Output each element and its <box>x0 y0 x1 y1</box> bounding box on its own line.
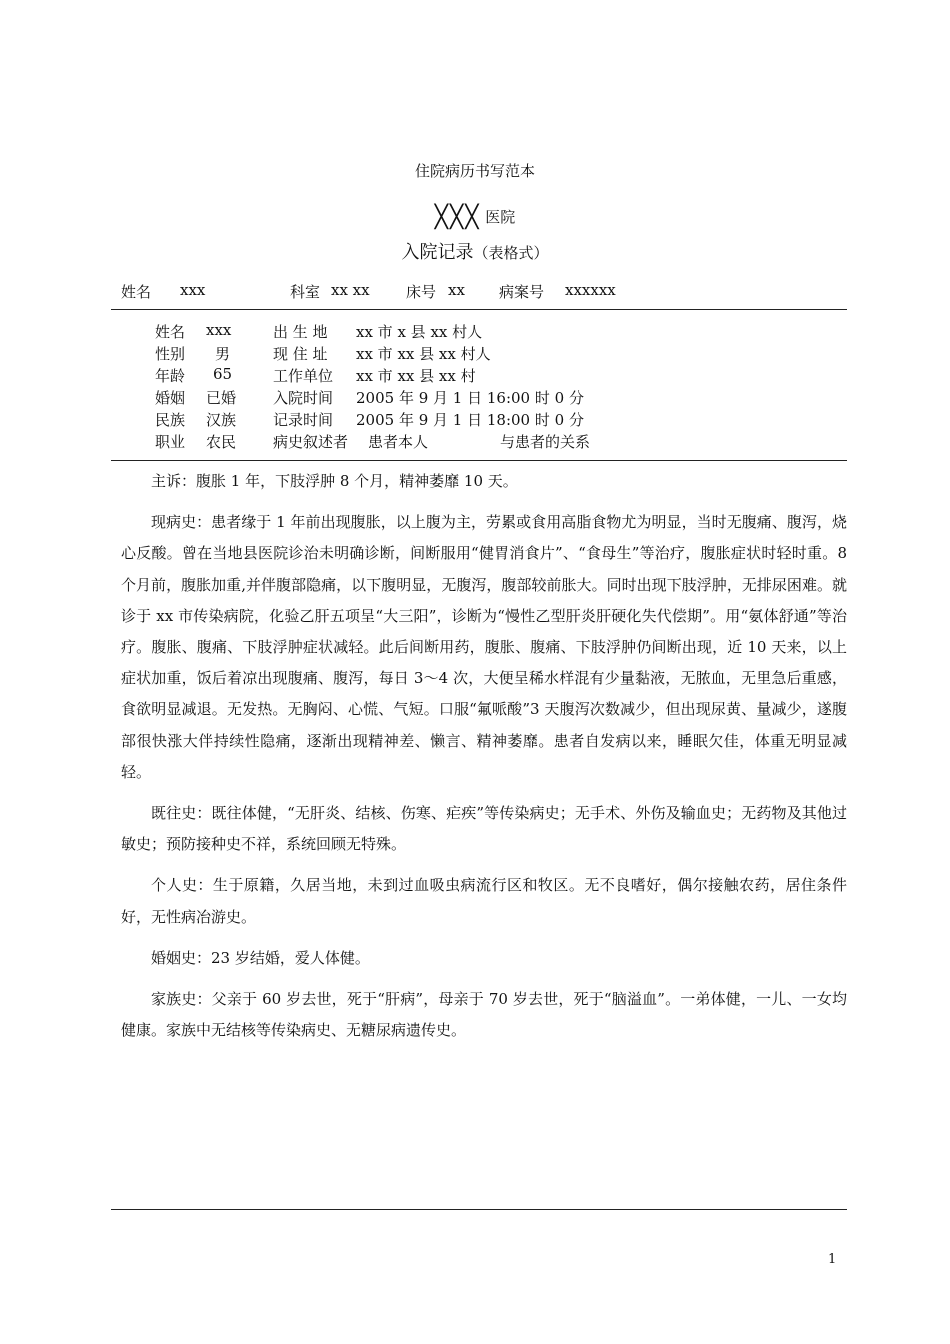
header-name-value: xxx <box>180 281 206 299</box>
patient-header-row <box>121 281 851 301</box>
top-divider <box>111 309 847 310</box>
info-ethnic-value: 汉族 <box>206 411 237 429</box>
info-row <box>155 343 715 365</box>
present-illness: 现病史：患者缘于 1 年前出现腹胀，以上腹为主，劳累或食用高脂食物尤为明显，当时无腹痛、腹泻，烧心反酸。曾在当地县医院诊治未明确诊断，间断服用“健胃消食片”、“食母生”等治疗，腹胀症状时轻时重。8 个月前，腹胀加重,并伴腹部隐痛，以下腹明显，无腹泻，腹部较前胀大。同时出现下肢浮肿，无排尿困难。就诊于 xx 市传染病院，化验乙肝五项呈“大三阳”，诊断为“慢性乙型肝炎肝硬化失代偿期”。用“氨体舒通”等治疗。腹胀、腹痛、下肢浮肿症状减轻。此后间断用药，腹胀、腹痛、下肢浮肿仍间断出现，近 10 天来，以上症状加重，饭后着凉出现腹痛、腹泻，每日 3～4 次，大便呈稀水样混有少量黏液，无脓血，无里急后重感，食欲明显减退。无发热。无胸闷、心慌、气短。口服“氟哌酸”3 天腹泻次数减少，但出现尿黄、量减少，遂腹部很快涨大伴持续性隐痛，逐渐出现精神差、懒言、精神萎靡。患者自发病以来，睡眠欠佳，体重无明显减轻。 <box>121 513 847 781</box>
info-marriage-value: 已婚 <box>206 389 237 407</box>
info-row <box>155 431 715 453</box>
info-job-value: 农民 <box>206 433 237 451</box>
info-narrator-value: 患者本人 <box>368 433 429 451</box>
form-title <box>0 238 950 264</box>
info-age-label: 年龄 <box>155 367 186 385</box>
info-narrator-label: 病史叙述者 <box>273 433 349 451</box>
document-title: 住院病历书写范本 <box>414 162 535 180</box>
info-row <box>155 365 715 387</box>
info-row <box>155 321 715 343</box>
hospital-heading <box>0 205 950 230</box>
header-case-label: 病案号 <box>499 283 545 301</box>
info-ethnic-label: 民族 <box>155 411 186 429</box>
info-record-value: 2005 年 9 月 1 日 18:00 时 0 分 <box>356 411 584 429</box>
info-name-value: xxx <box>206 321 232 339</box>
hospital-name: 医院 <box>485 208 516 226</box>
header-bed-label: 床号 <box>406 283 437 301</box>
info-sex-label: 性别 <box>155 345 186 363</box>
hospital-placeholder-mark: ╳╳╳ <box>434 205 481 230</box>
header-dept-label: 科室 <box>290 283 321 301</box>
marital-history: 婚姻史：23 岁结婚，爱人体健。 <box>151 948 370 967</box>
info-address-value: xx 市 xx 县 xx 村人 <box>356 345 491 363</box>
page-number: 1 <box>828 1252 837 1267</box>
info-age-value: 65 <box>213 365 233 383</box>
info-birthplace-value: xx 市 x 县 xx 村人 <box>356 323 483 341</box>
personal-history: 个人史：生于原籍，久居当地，未到过血吸虫病流行区和牧区。无不良嗜好，偶尔接触农药，居住条件好，无性病冶游史。 <box>121 876 847 926</box>
info-job-label: 职业 <box>155 433 186 451</box>
past-history: 既往史：既往体健，“无肝炎、结核、伤寒、疟疾”等传染病史；无手术、外伤及输血史；无药物及其他过敏史；预防接种史不祥，系统回顾无特殊。 <box>121 804 847 854</box>
info-name-label: 姓名 <box>155 323 186 341</box>
header-bed-value: xx <box>448 281 465 299</box>
info-work-label: 工作单位 <box>273 367 334 385</box>
info-row <box>155 409 715 431</box>
patient-info-block <box>155 321 715 453</box>
info-work-value: xx 市 xx 县 xx 村 <box>356 367 476 385</box>
header-case-value: xxxxxx <box>565 281 616 299</box>
info-record-label: 记录时间 <box>273 411 334 429</box>
info-sex-value: 男 <box>215 345 231 363</box>
record-body <box>121 466 847 1056</box>
middle-divider <box>111 460 847 461</box>
family-history: 家族史：父亲于 60 岁去世，死于“肝病”，母亲于 70 岁去世，死于“脑溢血”。一弟体健，一儿、一女均健康。家族中无结核等传染病史、无糖尿病遗传史。 <box>121 990 847 1040</box>
bottom-divider <box>111 1209 847 1210</box>
info-birthplace-label: 出 生 地 <box>273 323 328 341</box>
info-marriage-label: 婚姻 <box>155 389 186 407</box>
chief-complaint: 主诉：腹胀 1 年，下肢浮肿 8 个月，精神萎靡 10 天。 <box>151 472 518 490</box>
header-name-label: 姓名 <box>121 283 152 301</box>
header-dept-value: xx xx <box>331 281 370 299</box>
info-relation-label: 与患者的关系 <box>500 433 591 451</box>
info-row <box>155 387 715 409</box>
form-title-main: 入院记录 <box>401 242 474 263</box>
info-admit-label: 入院时间 <box>273 389 334 407</box>
info-address-label: 现 住 址 <box>273 345 328 363</box>
info-admit-value: 2005 年 9 月 1 日 16:00 时 0 分 <box>356 389 584 407</box>
form-title-subtitle: （表格式） <box>473 244 549 262</box>
